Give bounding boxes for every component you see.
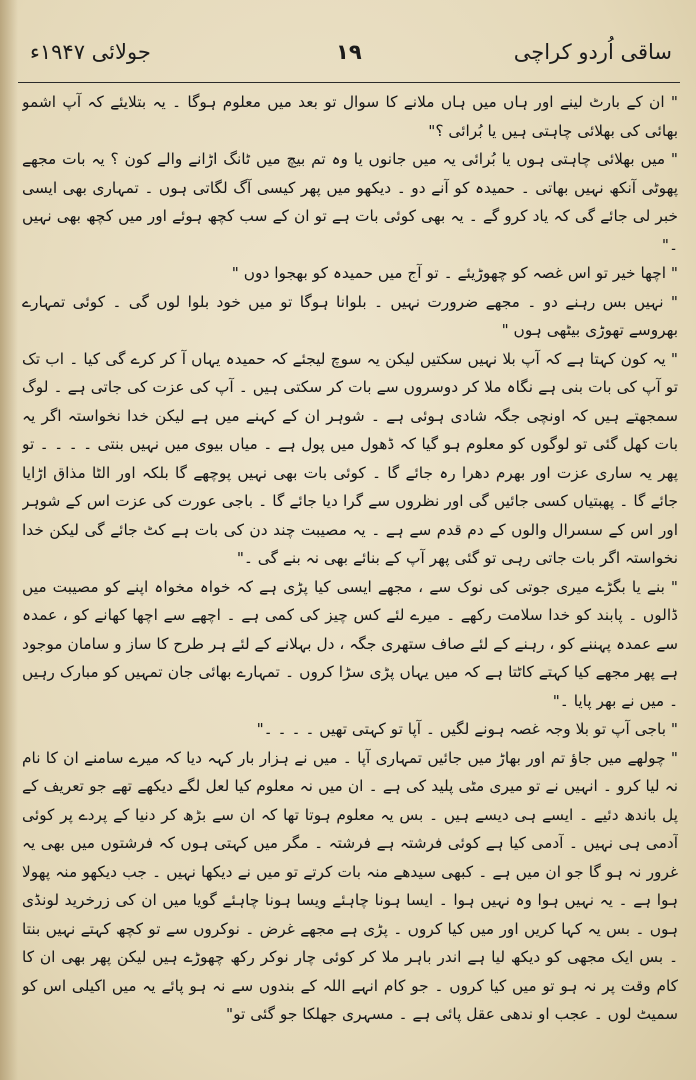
paragraph: " چولھے میں جاؤ تم اور بھاڑ میں جائیں تمہاری آپا ۔ میں نے ہزار بار کہہ دیا کہ میرے سامنے ان کا نام نہ لیا کرو ۔ انہیں نے تو میری مٹی پلید کی ہے ۔ ان میں نہ معلوم کیا لعل لگے دیکھے تھے جو تعریف کے پل باندھ دئیے ۔ ایسے ہی دیسے ہیں ۔ بس یہ معلوم ہوتا تھا کہ ان سے بڑھ کر دنیا کے پردے پر کوئی آدمی ہی نہیں ۔ آدمی کیا ہے کوئی فرشتہ ہے فرشتہ ۔ مگر میں کہتی ہوں کہ فرشتوں میں بھی یہ غرور نہ ہو گا جو ان میں ہے ۔ کبھی سیدھے منہ بات کرتے تو میں نے دیکھا نہیں ۔ جب دیکھو منہ پھولا ہوا ہے ۔ یہ نہیں ہوا وہ نہیں ہوا ۔ ایسا ہونا چاہئے ویسا ہونا چاہئے گویا میں ان کی زرخرید لونڈی ہوں ۔ بس یہ کہا کریں اور میں کیا کروں ۔ پڑی ہے مجھے غرض ۔ نوکروں سے تو کچھ کہتے نہیں بنتا ۔ بس ایک مجھی کو دیکھ لیا ہے اندر باہر ملا کر کوئی چار نوکر رکھ چھوڑے ہیں لیکن پھر بھی ان کا کام وقت پر نہ ہو تو میں کیا کروں ۔ جو کام انہے اللہ کے بندوں سے نہ ہو پائے یہ میں اکیلی اس کو سمیٹ لوں ۔ عجب او ندھی عقل پائی ہے ۔ مسہری جھلکا جو گئی تو" [22,748,678,1023]
article-body [22,88,678,1076]
paragraph: " اچھا خیر تو اس غصہ کو چھوڑیئے ۔ تو آج میں حمیدہ کو بھجوا دوں " [231,264,678,282]
paragraph: " میں بھلائی چاہتی ہوں یا بُرائی یہ میں جانوں یا وہ تم بیچ میں ٹانگ اڑانے والے کون ؟ یہ بات مجھے پھوٹی آنکھ نہیں بھاتی ۔ حمیدہ کو آنے دو ۔ دیکھو میں پھر کیسی آگ لگاتی ہوں ۔ تمہاری بھی ایسی خبر لی جائے گی کہ یاد کرو گے ۔ یہ بھی کوئی بات ہے تو ان کے سب کچھ ہوئے اور میں کچھ بھی نہیں ۔" [22,150,678,254]
page-edge-shadow [0,0,18,1080]
paragraph: " یہ کون کہتا ہے کہ آپ بلا نہیں سکتیں لیکن یہ سوچ لیجئے کہ حمیدہ یہاں آ کر کرے گی کیا ۔ اب تک تو آپ کی بات بنی ہے نگاہ ملا کر دوسروں سے بات کر سکتی ہیں ۔ آپ کی عزت کی جاتی ہے ۔ لوگ سمجھتے ہیں کہ اونچی جگہ شادی ہوئی ہے ۔ شوہر ان کے کہنے میں ہے لیکن خدا نخواستہ اگر یہ بات کھل گئی تو لوگوں کو معلوم ہو گیا کہ ڈھول میں پول ہے ۔ میاں بیوی میں نہیں بنتی ۔ ۔ ۔ ۔ تو پھر یہ ساری عزت اور بھرم دھرا رہ جائے گا ۔ کوئی بات بھی نہیں پوچھے گا بلکہ اور الٹا مذاق اڑایا جائے گا ۔ پھبتیاں کسی جائیں گی اور نظروں سے گرا دیا جائے گا ۔ باجی عورت کی عزت اس کے شوہر اور اس کے سسرال والوں کے دم قدم سے ہے ۔ یہ مصیبت چند دن کی بات ہے کٹ جائے گی لیکن خدا نخواستہ اگر بات جاتی رہی تو گئی پھر آپ کے بنائے بھی نہ بنے گی ۔" [22,349,678,567]
paragraph: " نہیں بس رہنے دو ۔ مجھے ضرورت نہیں ۔ بلوانا ہوگا تو میں خود بلوا لوں گی ۔ کوئی تمہارے بھروسے تھوڑی بیٹھی ہوں " [22,292,678,339]
paragraph: " باجی آپ تو بلا وجہ غصہ ہونے لگیں ۔ آپا تو کہتی تھیں ۔ ۔ ۔ ۔" [256,720,678,738]
header-rule [18,82,680,83]
issue-date: جولائی ۱۹۴۷ء [30,40,151,64]
page-number: ۱۹ [336,40,362,64]
paragraph: " بنے یا بگڑے میری جوتی کی نوک سے ، مجھے ایسی کیا پڑی ہے کہ خواہ مخواہ اپنے کو مصیبت میں ڈالوں ۔ پابند کو خدا سلامت رکھے ۔ میرے لئے کس چیز کی کمی ہے ۔ اچھے سے اچھا کھانے کو ، عمدہ سے عمدہ پہننے کو ، رہنے کے لئے صاف ستھری جگہ ، دل بہلانے کے لئے ہر طرح کا ساز و سامان موجود ہے پھر مجھے کیا کہتے کاٹتا ہے کہ میں یہاں پڑی سڑا کروں ۔ تمہارے بھائی جان تمہیں کو مبارک رہیں ۔ میں نے بھر پایا ۔" [22,577,678,710]
running-header [20,30,680,82]
journal-title: ساقی اُردو کراچی [513,40,672,64]
paragraph: " ان کے بارٹ لینے اور ہاں میں ہاں ملانے کا سوال تو بعد میں معلوم ہوگا ۔ یہ بتلایئے کہ آپ اشمو بھائی کی بھلائی چاہتی ہیں یا بُرائی ؟" [22,93,678,140]
